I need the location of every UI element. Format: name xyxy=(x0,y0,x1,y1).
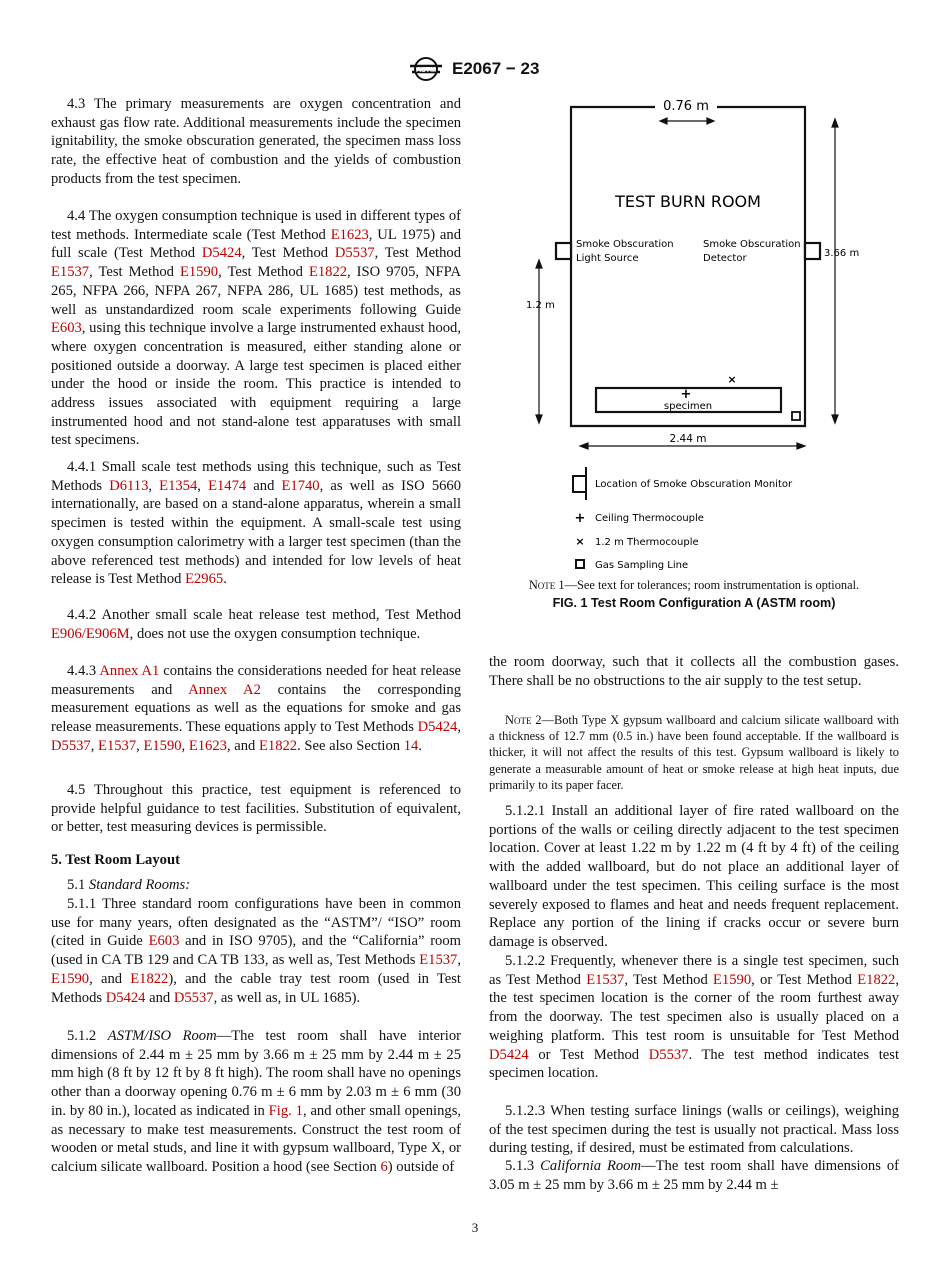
legend-item: Ceiling Thermocouple xyxy=(595,513,704,524)
reference-link[interactable]: E1537 xyxy=(586,971,625,988)
text-run: , and other small openings, as necessary to make test measurements. Construct the test room of wooden or metal studs, and line it with gypsum wallboard, Type X, or calcium silicate wallboard. Position a hood (see Section xyxy=(51,1102,462,1175)
text-run: , Test Method xyxy=(624,971,714,988)
text-run: , xyxy=(90,737,99,754)
reference-link[interactable]: E1822 xyxy=(308,264,348,281)
text-run: , Test Method xyxy=(374,245,461,262)
text-run: 5.1.2.1 Install an additional layer of fire rated wallboard on the portions of the walls or ceiling directly adjacent to the test specimen location. Cover at least 1.22 m by 1.22 m (4 ft by 4 ft) of the ceiling with the added wallboard, but do not place an additional layer of wallboard under the test specimen. This ceiling surface is the most severely exposed to flames and heat and needs frequent replacement. Replace any portion of the lining if cracks occur or severe burn damage is observed. xyxy=(489,803,899,950)
reference-link[interactable]: E1822 xyxy=(130,970,169,987)
italic-heading: Standard Rooms: xyxy=(88,877,191,893)
light-source-label-2: Light Source xyxy=(576,253,639,264)
text-run: , the test specimen location is the corner of the room furthest away from the doorway. The test specimen also is usually placed on a weighing platform. This test room is unsuitable for Test Method xyxy=(489,971,900,1044)
text-run: 4.4.2 Another small scale heat release test method, Test Method xyxy=(67,607,461,623)
gas-sampling-legend-icon xyxy=(576,560,584,568)
paragraph-4-4-1 xyxy=(51,458,461,589)
text-run: the room doorway, such that it collects all the combustion gases. There shall be no obstructions to the air supply to the test setup. xyxy=(489,654,899,689)
paragraph-4-4-3 xyxy=(51,662,461,756)
figure-caption: FIG. 1 Test Room Configuration A (ASTM room) xyxy=(552,596,836,610)
text-run: , and xyxy=(226,737,259,754)
text-run: , xyxy=(136,737,144,754)
text-run: contains the corresponding measurement equations as well as the equations for smoke and gas release measurements. These equations apply to Test Methods xyxy=(51,681,461,736)
legend-item: Location of Smoke Obscuration Monitor xyxy=(595,479,793,490)
room-title: TEST BURN ROOM xyxy=(615,192,761,211)
reference-link[interactable]: E1623 xyxy=(188,737,227,754)
paragraph-5-1-1 xyxy=(51,895,461,1007)
thermocouple-1.2m-icon: × xyxy=(727,373,737,386)
reference-link[interactable]: D6113 xyxy=(109,477,149,494)
text-run: , xyxy=(457,952,461,969)
text-run: 4.5 Throughout this practice, test equipment is referenced to provide helpful guidance to test facilities. Substitution of equivalent, or better, test measuring devices is permissible. xyxy=(51,782,461,836)
svg-text:ASTM: ASTM xyxy=(416,67,436,74)
text-run: , using this technique involve a large instrumented exhaust hood, where oxygen concentration is measured, either standing alone or positioned outside a doorway. A large test specimen is placed either under the hood or inside the room. This practice is intended to address issues associated with equipment requiring a large instrumented hood and not stand-alone test apparatuses with small test specimens. xyxy=(51,320,461,449)
reference-link[interactable]: 14 xyxy=(403,737,419,754)
reference-link[interactable]: D5424 xyxy=(417,719,458,736)
specimen-label: specimen xyxy=(663,401,713,412)
text-run: , UL 1975) and full scale (Test Method xyxy=(51,226,461,262)
text-run: 5.1.2 xyxy=(67,1028,108,1044)
height-dimension-label: 3.66 m xyxy=(824,248,860,259)
note-text: —See text for tolerances; room instrumentation is optional. xyxy=(564,578,860,592)
note-2 xyxy=(489,712,899,793)
text-run: and in ISO 9705), and the “California” room (used in CA TB 129 and CA TB 133, as well as, Test Methods xyxy=(51,933,461,969)
paragraph-4-4-2 xyxy=(51,606,461,643)
text-run: or Test Method xyxy=(528,1046,649,1063)
detector-label-2: Detector xyxy=(703,253,747,264)
document-designation: E2067 − 23 xyxy=(452,59,540,78)
reference-link[interactable]: Annex A1 xyxy=(99,663,160,679)
text-run: . The test method indicates test specimen location. xyxy=(489,1046,899,1082)
figure-note xyxy=(489,578,899,593)
paragraph-5-1 xyxy=(51,876,461,895)
section-heading: 5. Test Room Layout xyxy=(51,852,180,868)
text-run: , Test Method xyxy=(89,264,180,281)
reference-link[interactable]: E1537 xyxy=(51,264,90,281)
text-run: —The test room shall have interior dimensions of 2.44 m ± 25 mm by 3.66 m ± 25 mm by 2.44 m ± 25 mm high (8 ft by 12 ft by 8 ft high). The room shall have no openings other than a doorway opening 0.76 m ± 6 mm by 2.03 m ± 6 mm (30 in. by 80 in.), located as indicated in xyxy=(51,1028,461,1119)
reference-link[interactable]: D5537 xyxy=(334,245,375,262)
reference-link[interactable]: Fig. 1 xyxy=(268,1102,303,1119)
text-run: . xyxy=(418,737,422,754)
paragraph-continuation xyxy=(489,653,899,690)
text-run: , or Test Method xyxy=(751,971,858,988)
reference-link[interactable]: E603 xyxy=(51,320,82,337)
ceiling-thermocouple-icon: + xyxy=(680,387,692,402)
text-run: and xyxy=(145,989,174,1006)
reference-link[interactable]: E1822 xyxy=(258,737,298,754)
reference-link[interactable]: D5537 xyxy=(51,737,91,754)
reference-link[interactable]: 6 xyxy=(380,1158,388,1175)
text-run: , as well as, in UL 1685). xyxy=(213,989,361,1006)
paragraph-5-1-2-2 xyxy=(489,952,899,1083)
gas-sampling-square xyxy=(792,412,800,420)
text-run: , as well as ISO 5660 internationally, are based on a stand-alone apparatus, wherein a small specimen is tested within the equipment. A small-scale test using oxygen consumption calorimetry with a larger test specimen (than the above referenced test methods) and intended for low levels of heat release is Test Method xyxy=(51,477,462,588)
text-run: ), and the cable tray test room (used in Test Methods xyxy=(51,970,461,1006)
paragraph-4-4 xyxy=(51,207,461,450)
detector-label-1: Smoke Obscuration xyxy=(703,239,801,250)
reference-link[interactable]: E1537 xyxy=(98,737,137,754)
paragraph-5-1-2-3 xyxy=(489,1102,899,1158)
text-run: 5.1.2.3 When testing surface linings (walls or ceilings), weighing of the test specimen during the test is usually not practical. Mass loss during testing, if desired, must be estimated from calculations. xyxy=(489,1103,899,1157)
reference-link[interactable]: D5424 xyxy=(201,245,242,262)
detector-box xyxy=(805,243,820,259)
text-run: , xyxy=(457,719,461,736)
light-source-label-1: Smoke Obscuration xyxy=(576,239,674,250)
room-walls xyxy=(571,107,805,426)
note-label: Note 2 xyxy=(505,713,542,727)
reference-link[interactable]: E1354 xyxy=(159,477,198,494)
x-legend-icon: × xyxy=(575,535,585,548)
reference-link[interactable]: D5424 xyxy=(489,1046,529,1063)
text-run: , Test Method xyxy=(241,245,335,262)
text-run: , xyxy=(197,477,209,494)
reference-link[interactable]: E1590 xyxy=(143,737,182,754)
reference-link[interactable]: E1474 xyxy=(208,477,247,494)
reference-link[interactable]: E1590 xyxy=(713,971,752,988)
text-run: and xyxy=(246,477,282,494)
reference-link[interactable]: D5537 xyxy=(648,1046,689,1063)
text-run: 5.1.2.2 Frequently, whenever there is a single test specimen, such as Test Method xyxy=(489,953,899,988)
italic-heading: California Room xyxy=(540,1158,642,1174)
reference-link[interactable]: E1590 xyxy=(51,970,90,987)
reference-link[interactable]: E1822 xyxy=(857,971,896,988)
plus-legend-icon: + xyxy=(574,511,586,526)
reference-link[interactable]: D5537 xyxy=(173,989,214,1006)
text-run: , and xyxy=(89,970,131,987)
text-run: 4.4 The oxygen consumption technique is used in different types of test methods. Intermediate scale (Test Method xyxy=(51,208,461,243)
reference-link[interactable]: Annex A2 xyxy=(188,681,261,698)
text-run: 4.4.1 Small scale test methods using this technique, such as Test Methods xyxy=(51,459,461,494)
text-run: , does not use the oxygen consumption technique. xyxy=(129,625,421,642)
monitor-symbol-icon xyxy=(573,467,586,500)
legend-item: 1.2 m Thermocouple xyxy=(595,537,699,548)
reference-link[interactable]: E603 xyxy=(148,933,180,950)
reference-link[interactable]: E1623 xyxy=(330,226,369,243)
text-run: . See also Section xyxy=(297,737,404,754)
thermocouple-height-label: 1.2 m xyxy=(526,300,555,311)
legend-item: Gas Sampling Line xyxy=(595,560,689,571)
door-width-label: 0.76 m xyxy=(663,99,709,114)
text-run: 4.4.3 xyxy=(67,663,100,679)
note-label: Note 1 xyxy=(528,578,565,592)
text-run: , Test Method xyxy=(218,264,309,281)
paragraph-5-1-3 xyxy=(489,1157,899,1194)
text-run: , xyxy=(181,737,189,754)
text-run: , ISO 9705, NFPA 265, NFPA 266, NFPA 267, NFPA 286, UL 1685) test methods, as well as unstandardized room scale experiments following Guide xyxy=(51,264,461,318)
text-run: —The test room shall have dimensions of 3.05 m ± 25 mm by 3.66 m ± 25 mm by 2.44 m ± xyxy=(489,1158,900,1193)
text-run: . xyxy=(223,571,227,588)
width-dimension-label: 2.44 m xyxy=(669,433,707,445)
reference-link[interactable]: E2965 xyxy=(185,571,224,588)
italic-heading: ASTM/ISO Room xyxy=(107,1028,217,1044)
reference-link[interactable]: E906/E906M xyxy=(51,625,130,642)
page-number: 3 xyxy=(471,1220,479,1235)
reference-link[interactable]: D5424 xyxy=(105,989,146,1006)
paragraph-4-3 xyxy=(51,95,461,189)
text-run: ) outside of xyxy=(387,1158,455,1175)
paragraph-5-1-2-1 xyxy=(489,802,899,952)
reference-link[interactable]: E1537 xyxy=(419,952,458,969)
text-run: 5.1.1 Three standard room configurations have been in common use for many years, often designated as the “ASTM”/ “ISO” room (cited in Guide xyxy=(51,896,461,950)
paragraph-5-1-2 xyxy=(51,1027,461,1177)
reference-link[interactable]: E1590 xyxy=(179,264,219,281)
text-run: , xyxy=(148,477,160,494)
paragraph-4-5 xyxy=(51,781,461,837)
text-run: 4.3 The primary measurements are oxygen concentration and exhaust gas flow rate. Additional measurements include the specimen ignitability, the smoke obscuration generated, the specimen mass loss rate, the effective heat of combustion and the yields of combustion products from the test specimen. xyxy=(51,96,461,187)
text-run: contains the considerations needed for heat release measurements and xyxy=(51,663,462,698)
light-source-box xyxy=(556,243,571,259)
text-run: 5.1.3 xyxy=(505,1158,541,1174)
text-run: —Both Type X gypsum wallboard and calcium silicate wallboard with a thickness of 12.7 mm (0.5 in.) have been found acceptable. If the wallboard is thicker, it will not affect the results of this test. Gypsum wallboard is likely to generate a measurable amount of heat or smoke release at high heat inputs, due primarily to its paper facer. xyxy=(489,713,899,792)
reference-link[interactable]: E1740 xyxy=(281,477,320,494)
text-run: 5.1 xyxy=(67,877,89,893)
